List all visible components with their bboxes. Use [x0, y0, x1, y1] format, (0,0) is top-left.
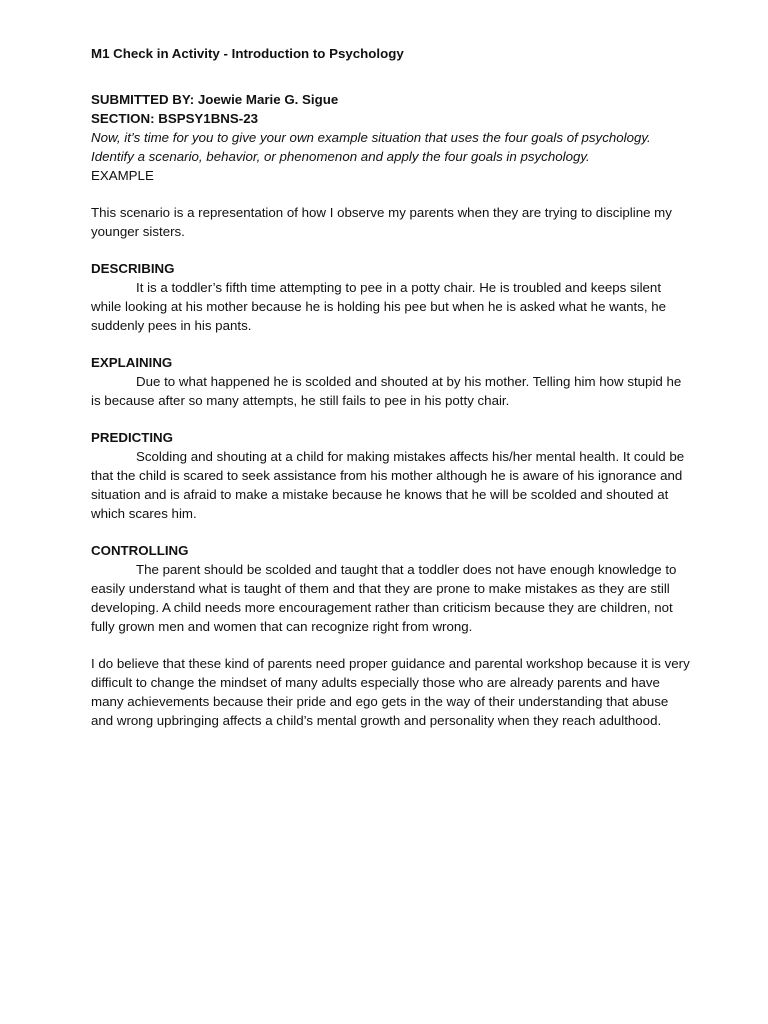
section-body: Scolding and shouting at a child for making mistakes affects his/her mental health. It could be that the child is scared to seek assistance from his mother although he is aware of his ignorance and situation and is afraid to make a mistake because he knows that he will be scolded and shouted at which scares him.: [91, 449, 685, 521]
document-title: M1 Check in Activity - Introduction to Psychology: [91, 46, 404, 61]
section-heading: PREDICTING: [91, 430, 174, 445]
document-page: [91, 44, 691, 730]
section-body: The parent should be scolded and taught that a toddler does not have enough knowledge to easily understand what is taught of them and that they are prone to make mistakes as they are still developing. A child needs more encouragement rather than criticism because they are children, not fully grown men and women that can recognize right from wrong.: [91, 562, 677, 634]
section-body: Due to what happened he is scolded and shouted at by his mother. Telling him how stupid he is because after so many attempts, he still fails to pee in his potty chair.: [91, 374, 682, 408]
submitted-by: SUBMITTED BY: Joewie Marie G. Sigue: [91, 92, 339, 107]
intro-paragraph: This scenario is a representation of how I observe my parents when they are trying to discipline my younger sisters.: [91, 205, 672, 239]
section-controlling: [91, 541, 691, 636]
section-describing: [91, 259, 691, 335]
section-heading: DESCRIBING: [91, 261, 175, 276]
submission-info: [91, 90, 691, 166]
conclusion-paragraph: I do believe that these kind of parents need proper guidance and parental workshop because it is very difficult to change the mindset of many adults especially those who are already parents and have many achievements because their pride and ego gets in the way of their understanding that abuse and wrong upbringing affects a child’s mental growth and personality when they reach adulthood.: [91, 656, 690, 728]
section-explaining: [91, 353, 691, 410]
section-predicting: [91, 428, 691, 523]
section-code: SECTION: BSPSY1BNS-23: [91, 111, 258, 126]
section-heading: CONTROLLING: [91, 543, 189, 558]
example-label: EXAMPLE: [91, 168, 154, 183]
instructions: Now, it’s time for you to give your own example situation that uses the four goals of psychology. Identify a scenario, behavior, or phenomenon and apply the four goals in psychology.: [91, 130, 651, 164]
section-heading: EXPLAINING: [91, 355, 173, 370]
section-body: It is a toddler’s fifth time attempting to pee in a potty chair. He is troubled and keeps silent while looking at his mother because he is holding his pee but when he is asked what he wants, he suddenly pees in his pants.: [91, 280, 667, 333]
